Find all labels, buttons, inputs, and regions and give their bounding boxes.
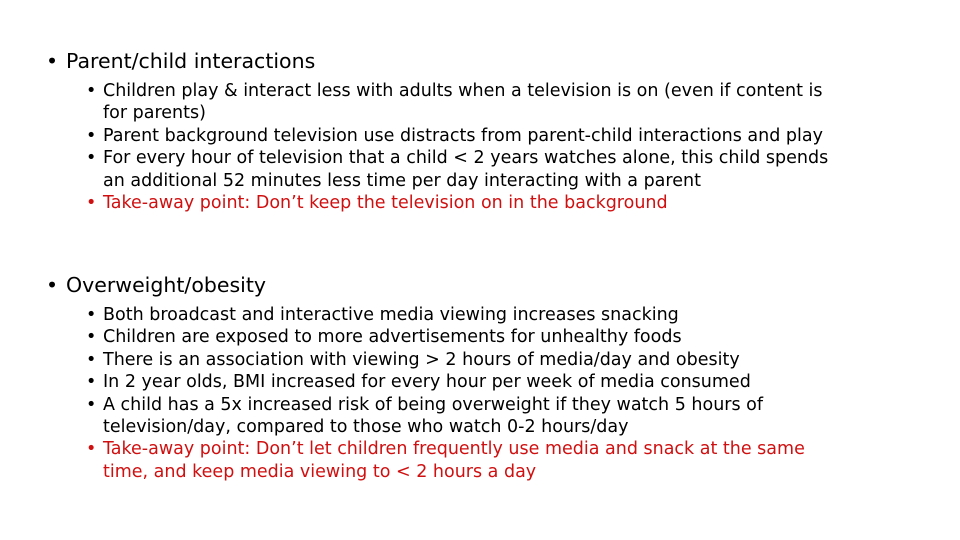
takeaway-item	[0, 192, 960, 214]
list-item-line: Parent background television use distracts from parent-child interactions and play	[103, 125, 823, 146]
list-item-line: Children play & interact less with adults when a television is on (even if content is	[103, 81, 823, 101]
list-item-line: In 2 year olds, BMI increased for every hour per week of media consumed	[103, 372, 751, 393]
bullet-icon: •	[86, 193, 97, 214]
list-item-line: Both broadcast and interactive media viewing increases snacking	[103, 305, 679, 325]
bullet-icon: •	[86, 81, 97, 101]
takeaway-item	[0, 438, 960, 483]
list-item	[0, 80, 960, 125]
list-item	[0, 304, 960, 326]
section-heading-text: Parent/child interactions	[66, 49, 316, 73]
list-item-line: an additional 52 minutes less time per day interacting with a parent	[103, 170, 701, 191]
list-item-line: for parents)	[103, 103, 206, 124]
bullet-icon: •	[86, 125, 97, 146]
list-item-line: For every hour of television that a child < 2 years watches alone, this child spends	[103, 148, 829, 169]
section-heading	[0, 273, 960, 297]
list-item	[0, 349, 960, 371]
list-item-line: A child has a 5x increased risk of being overweight if they watch 5 hours of	[103, 394, 764, 415]
takeaway-line: Take-away point: Don’t let children frequently use media and snack at the same	[103, 439, 805, 460]
list-item	[0, 125, 960, 147]
list-item	[0, 147, 960, 192]
list-item	[0, 326, 960, 348]
bullet-icon: •	[86, 349, 97, 370]
bullet-icon: •	[86, 305, 97, 325]
section-heading	[0, 49, 960, 73]
bullet-icon: •	[86, 327, 97, 348]
bullet-icon: •	[46, 49, 59, 73]
section-parent-child	[0, 49, 960, 214]
bullet-icon: •	[46, 273, 59, 297]
list-item-line: There is an association with viewing > 2 hours of media/day and obesity	[103, 349, 740, 370]
section-overweight-obesity	[0, 273, 960, 483]
takeaway-line: Take-away point: Don’t keep the television on in the background	[103, 193, 668, 214]
bullet-icon: •	[86, 148, 97, 169]
list-item	[0, 371, 960, 393]
bullet-list	[0, 80, 960, 214]
list-item-line: television/day, compared to those who watch 0-2 hours/day	[103, 417, 629, 438]
bullet-icon: •	[86, 439, 97, 460]
list-item-line: Children are exposed to more advertisements for unhealthy foods	[103, 327, 682, 348]
bullet-icon: •	[86, 394, 97, 415]
list-item	[0, 394, 960, 439]
takeaway-line: time, and keep media viewing to < 2 hours a day	[103, 461, 537, 482]
bullet-icon: •	[86, 372, 97, 393]
bullet-list	[0, 304, 960, 483]
section-heading-text: Overweight/obesity	[66, 273, 267, 297]
